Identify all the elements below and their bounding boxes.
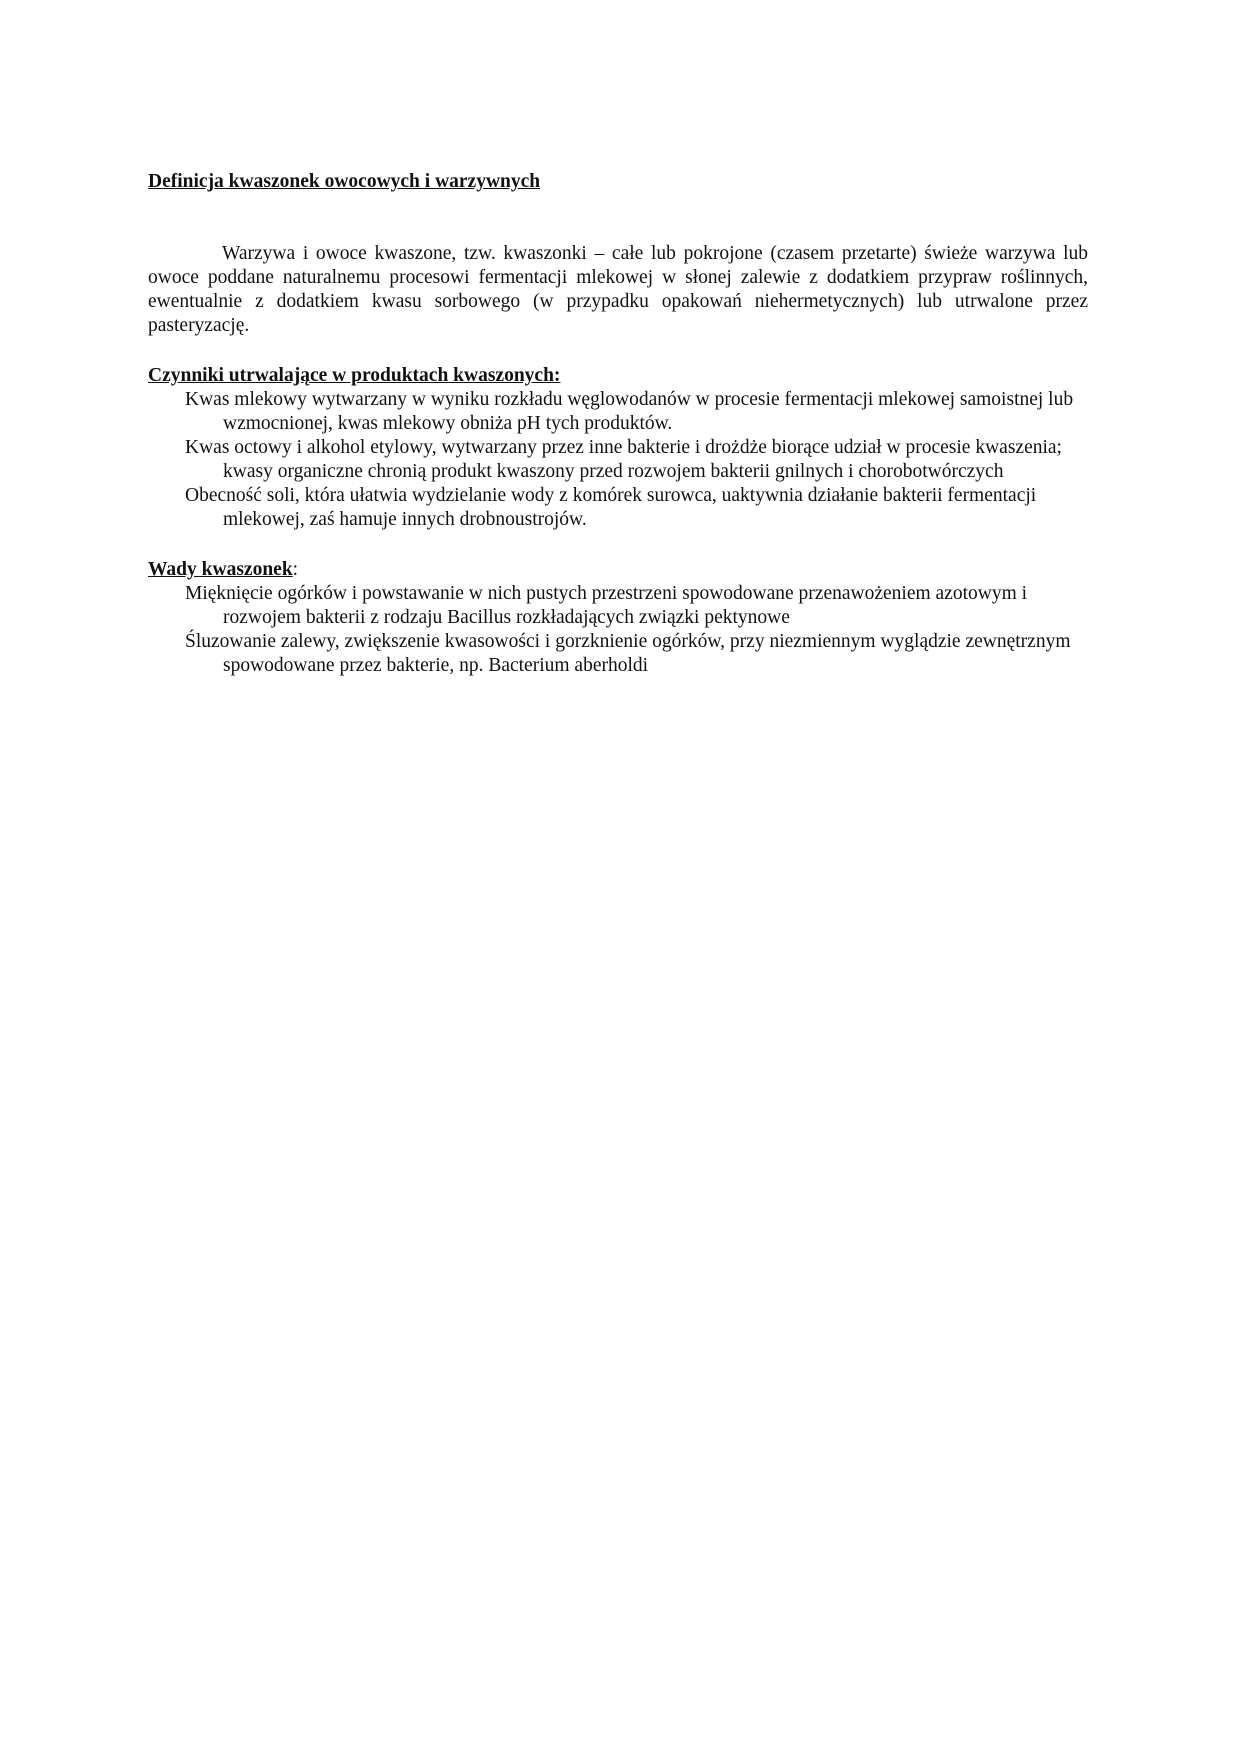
factors-heading: Czynniki utrwalające w produktach kwaszonych: xyxy=(148,365,561,386)
defects-heading-suffix: : xyxy=(292,559,299,580)
list-item: Śluzowanie zalewy, zwiększenie kwasowości i gorzknienie ogórków, przy niezmiennym wyglądzie zewnętrznym spowodowane przez bakterie, np. Bacterium aberholdi xyxy=(185,631,1071,676)
document-body xyxy=(148,170,1088,704)
list-item: Kwas octowy i alkohol etylowy, wytwarzany przez inne bakterie i drożdże biorące udział w procesie kwaszenia; kwasy organiczne chronią produkt kwaszony przed rozwojem bakterii gnilnych i chorobotwórczych xyxy=(185,437,1062,482)
document-title: Definicja kwaszonek owocowych i warzywnych xyxy=(148,171,541,192)
list-item: Mięknięcie ogórków i powstawanie w nich pustych przestrzeni spowodowane przenawożeniem azotowym i rozwojem bakterii z rodzaju Bacillus rozkładających związki pektynowe xyxy=(185,583,1028,628)
intro-paragraph: Warzywa i owoce kwaszone, tzw. kwaszonki – całe lub pokrojone (czasem przetarte) świeże warzywa lub owoce poddane naturalnemu procesowi fermentacji mlekowej w słonej zalewie z dodatkiem przypraw roślinnych, ewentualnie z dodatkiem kwasu sorbowego (w przypadku opakowań niehermetycznych) lub utrwalone przez pasteryzację. xyxy=(148,243,1088,336)
factors-list xyxy=(148,388,1088,532)
defects-heading: Wady kwaszonek xyxy=(148,559,293,580)
list-item: Kwas mlekowy wytwarzany w wyniku rozkładu węglowodanów w procesie fermentacji mlekowej samoistnej lub wzmocnionej, kwas mlekowy obniża pH tych produktów. xyxy=(185,389,1074,434)
list-item: Obecność soli, która ułatwia wydzielanie wody z komórek surowca, uaktywnia działanie bakterii fermentacji mlekowej, zaś hamuje innych drobnoustrojów. xyxy=(185,485,1037,530)
defects-heading-line xyxy=(148,558,1088,582)
defects-list xyxy=(148,582,1088,678)
